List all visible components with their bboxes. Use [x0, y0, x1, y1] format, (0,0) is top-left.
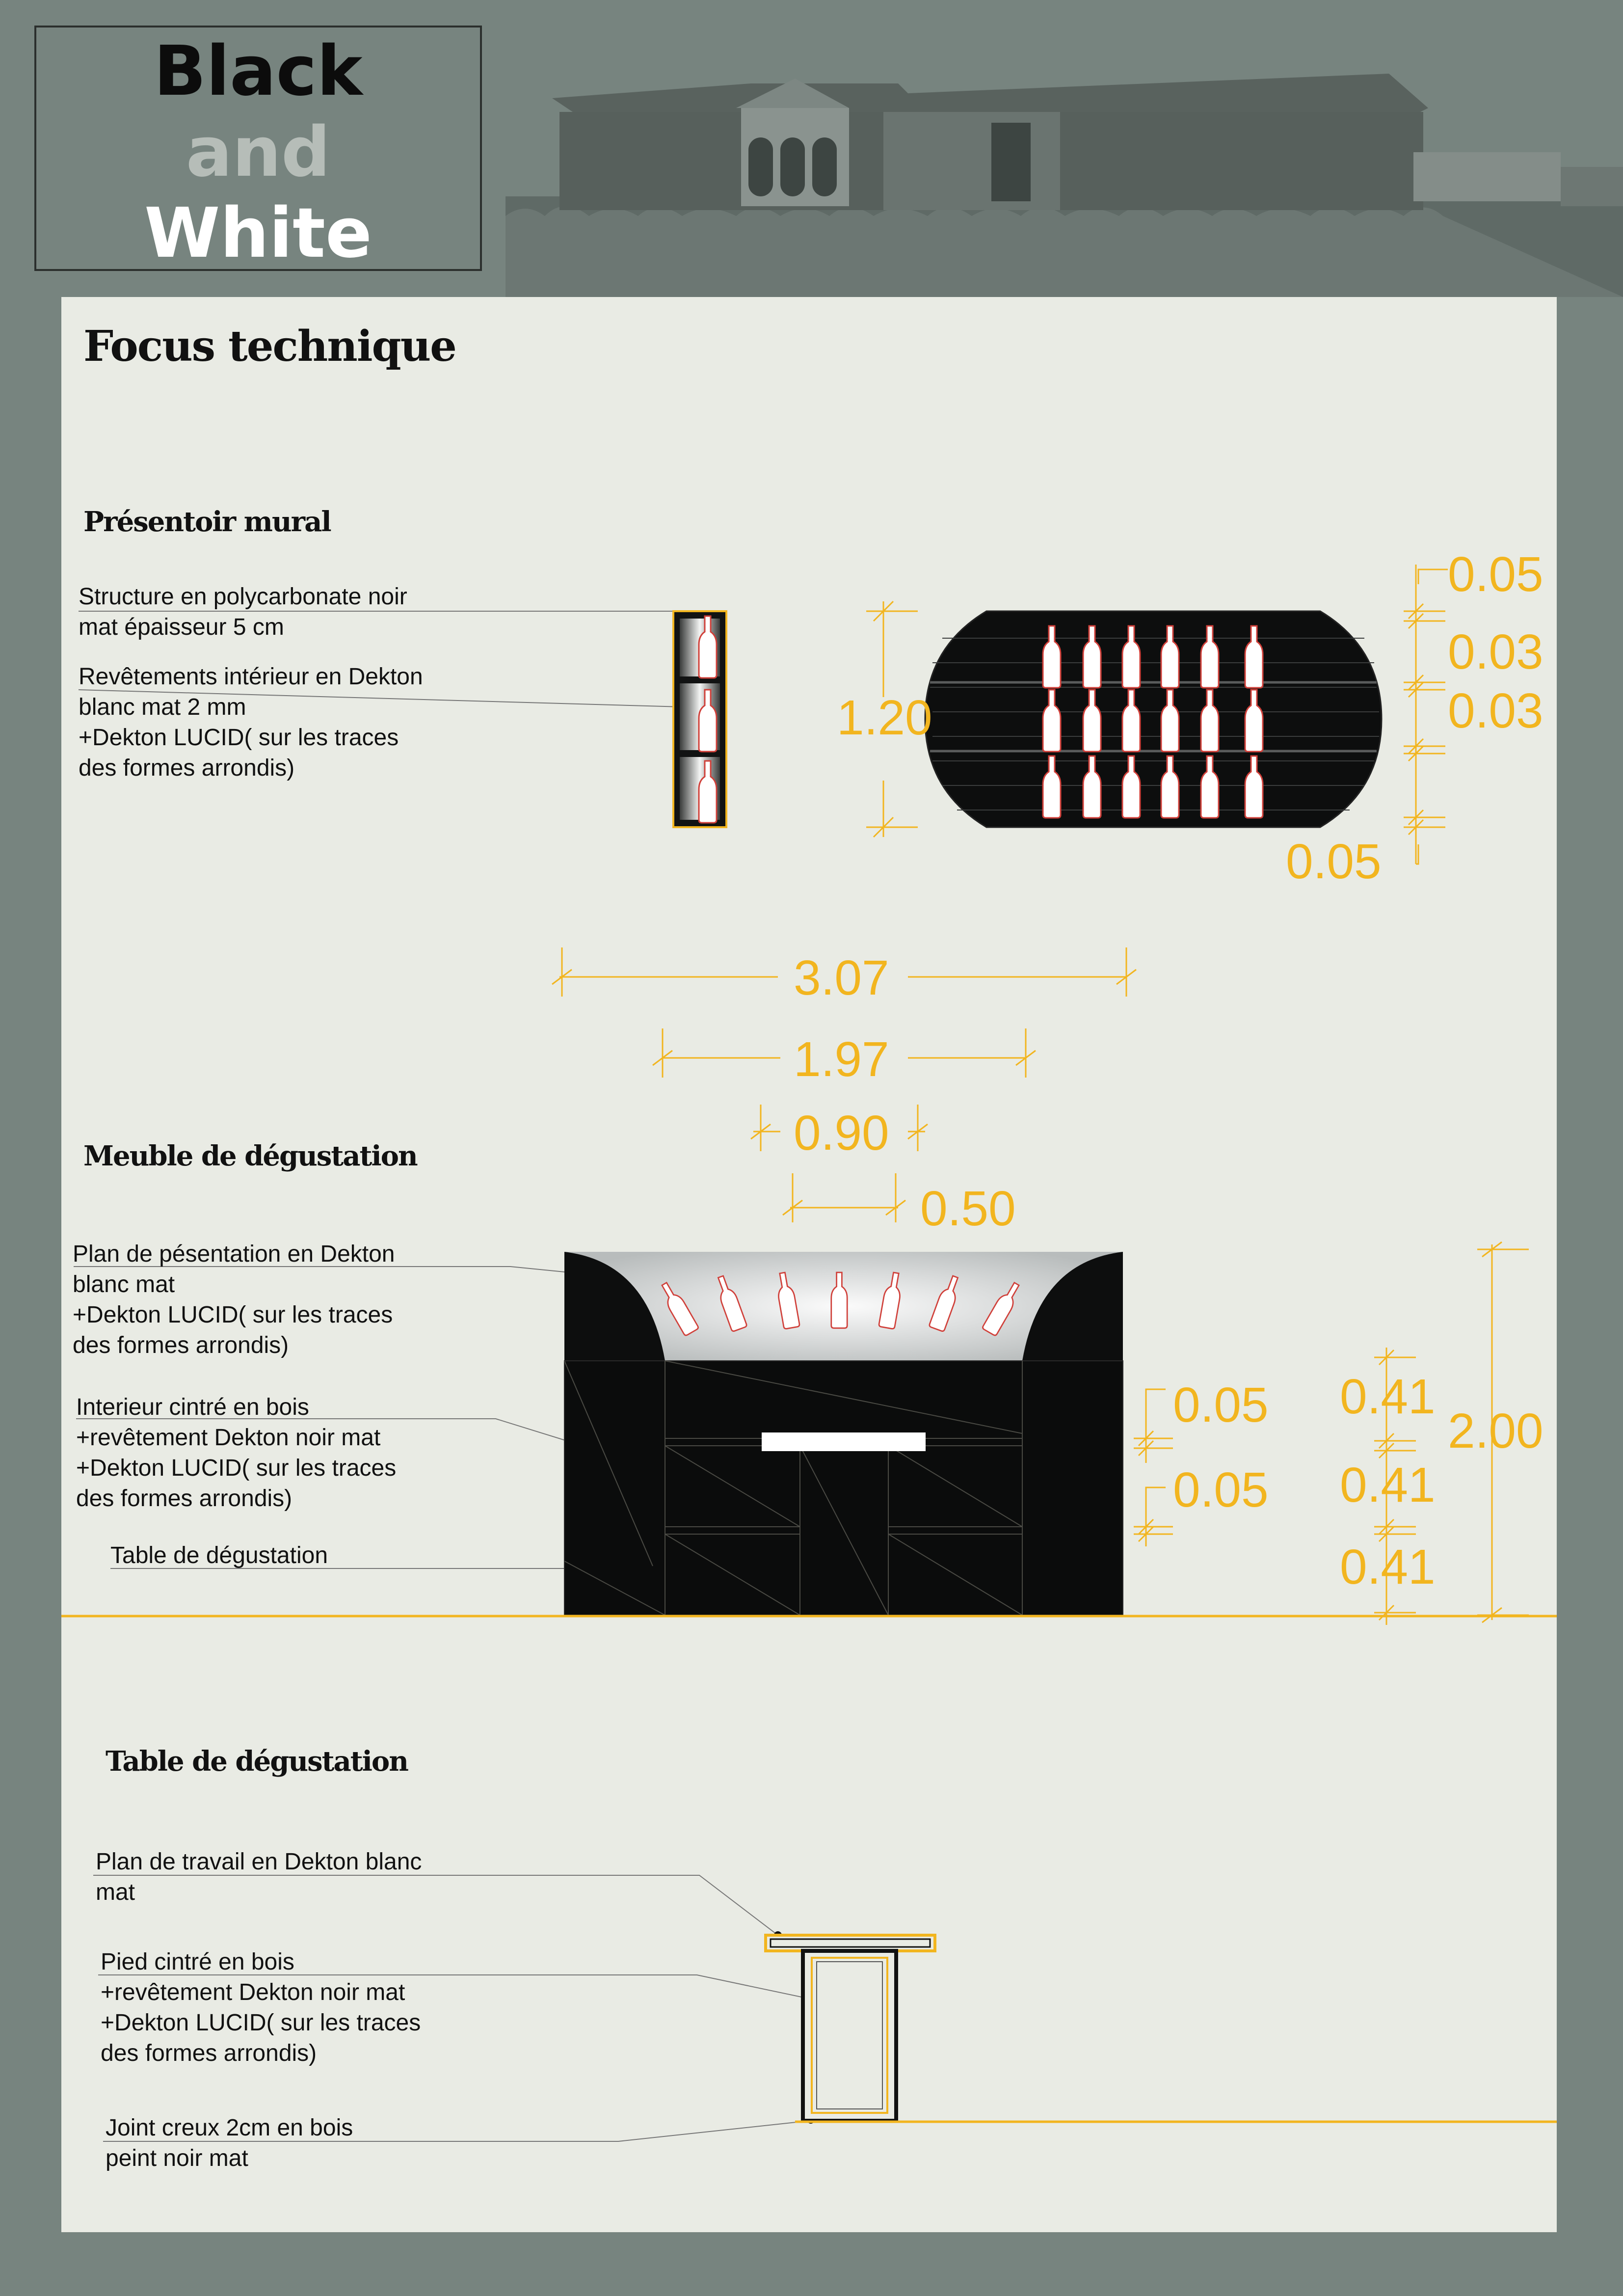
dim-presentoir-top: 0.05 [1448, 547, 1543, 602]
dim-presentoir-shelf1: 0.03 [1448, 624, 1543, 679]
presentoir-front-elevation [925, 611, 1382, 827]
section-title-meuble: Meuble de dégustation [83, 1140, 417, 1172]
dim-presentoir-shelf2: 0.03 [1448, 683, 1543, 738]
note-pied-cintre: Pied cintré en bois +revêtement Dekton noir mat +Dekton LUCID( sur les traces des formes arrondis) [101, 1949, 421, 2066]
note-table-degustation: Table de dégustation [110, 1542, 328, 1568]
table-section [766, 1935, 935, 2121]
dim-presentoir-bottom: 0.05 [1286, 834, 1382, 889]
note-interieur-cintre: Interieur cintré en bois +revêtement Dekton noir mat +Dekton LUCID( sur les traces des formes arrondis) [76, 1394, 397, 1512]
dim-meuble-shelf1: 0.05 [1173, 1378, 1269, 1432]
dim-meuble-shelf2: 0.05 [1173, 1462, 1269, 1517]
dim-meuble-h3: 0.41 [1340, 1540, 1436, 1594]
dim-width-inner: 1.97 [794, 1032, 889, 1087]
section-title-presentoir: Présentoir mural [83, 506, 331, 538]
note-structure-polycarbonate: Structure en polycarbonate noir mat épaisseur 5 cm [79, 584, 407, 640]
dim-presentoir-height: 1.20 [837, 690, 932, 745]
dim-meuble-h2: 0.41 [1340, 1458, 1436, 1513]
note-joint-creux: Joint creux 2cm en bois peint noir mat [106, 2115, 353, 2171]
dim-width-table: 0.50 [920, 1181, 1016, 1236]
note-plan-presentation: Plan de pésentation en Dekton blanc mat +Dekton LUCID( sur les traces des formes arrondis) [73, 1241, 395, 1358]
page-title: Focus technique [83, 322, 456, 371]
presentoir-side-section [673, 611, 726, 827]
logo-word-and: and [186, 112, 331, 192]
dim-meuble-total-height: 2.00 [1448, 1404, 1543, 1459]
note-revetements-dekton: Revêtements intérieur en Dekton blanc mat 2 mm +Dekton LUCID( sur les traces des formes arrondis) [79, 664, 423, 781]
note-plan-travail: Plan de travail en Dekton blanc mat [96, 1849, 422, 1905]
dim-width-total: 3.07 [794, 950, 889, 1005]
dim-meuble-h1: 0.41 [1340, 1369, 1436, 1424]
logo-word-black: Black [154, 31, 363, 111]
dim-width-center: 0.90 [794, 1106, 889, 1161]
section-title-table: Table de dégustation [106, 1745, 408, 1778]
logo-word-white: White [144, 193, 372, 273]
